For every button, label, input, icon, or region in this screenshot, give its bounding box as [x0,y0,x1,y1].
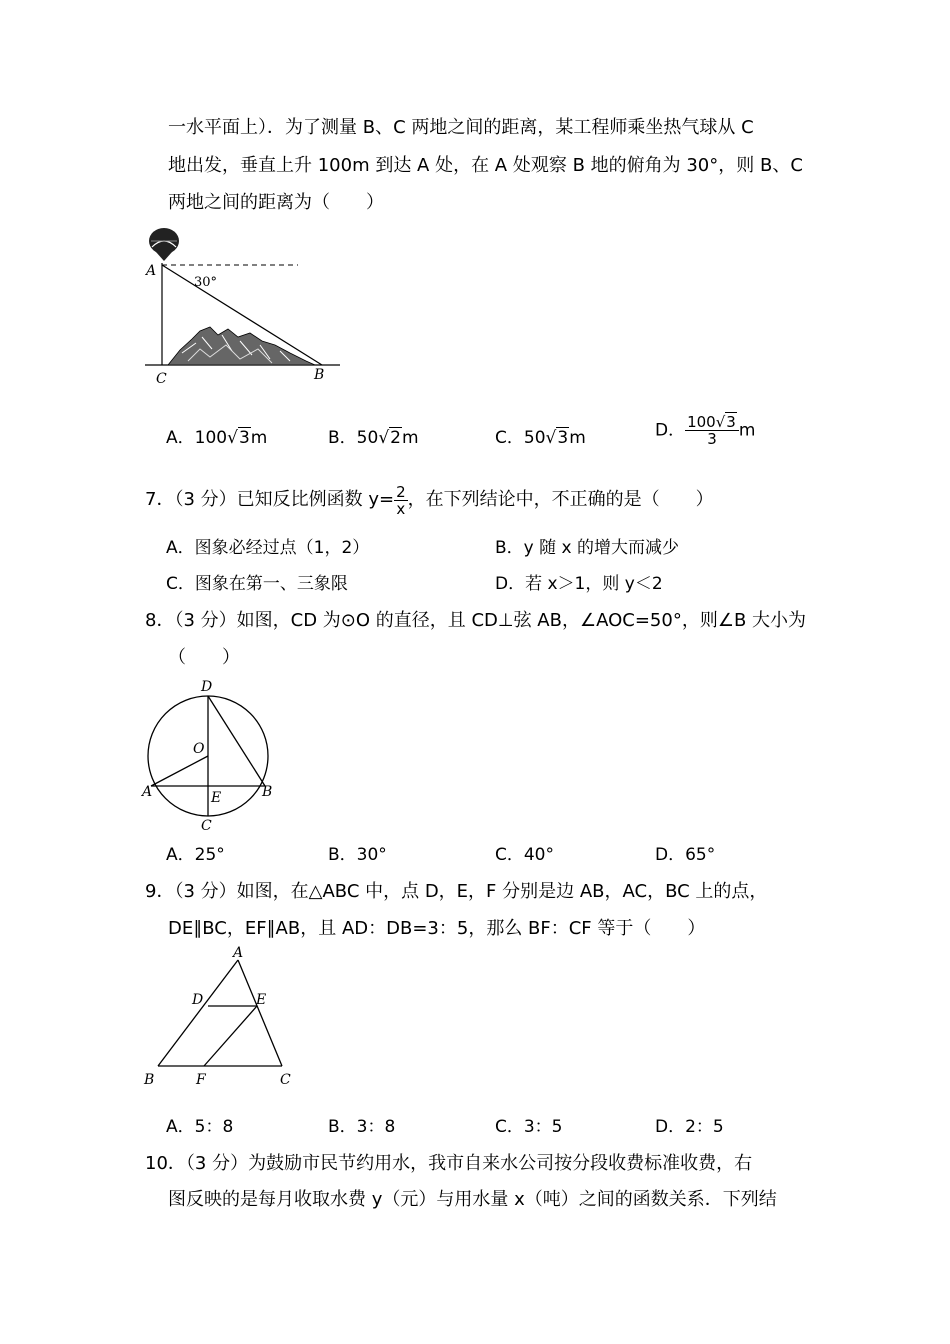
q7-fraction: $\frac{2}{x}$ [396,482,406,518]
label-f: F [196,1072,206,1088]
side-ab [158,960,238,1066]
q9-text-line-2: DE∥BC，EF∥AB，且 AD：DB=3：5，那么 BF：CF 等于（ ） [168,918,706,939]
label-d: D [192,992,204,1008]
q9-option-b[interactable]: B．3：8 [328,1117,396,1137]
label-e: E [256,992,267,1008]
q6-option-c[interactable]: C．50√3m [495,428,586,448]
q9-option-c[interactable]: C．3：5 [495,1117,563,1137]
segment-ef [204,1006,257,1066]
q10-text-line-1: 10．（3 分）为鼓励市民节约用水，我市自来水公司按分段收费标准收费，右 [145,1153,753,1174]
q8-text-line-2: （ ） [168,647,240,668]
segment-ao [151,756,208,786]
q8-circle-figure [138,676,278,836]
q9-option-d[interactable]: D．2：5 [655,1117,724,1137]
q7-stem: 7．（3 分）已知反比例函数 y= $\frac{2}{x}$ ，在下列结论中，不正确的是（ ） [145,482,714,518]
label-a: A [233,946,244,961]
label-b: B [314,367,325,383]
mountain-icon [168,327,315,365]
q6-option-d[interactable]: D． $\frac{100√3}{3}$ m [655,413,756,448]
fraction: $\frac{100√3}{3}$ [685,414,739,447]
q8-option-c[interactable]: C．40° [495,845,555,865]
q9-triangle-figure [140,946,300,1092]
q8-text-line-1: 8．（3 分）如图，CD 为⊙O 的直径，且 CD⊥弦 AB，∠AOC=50°，则∠B 大小为 [145,610,807,631]
q7-option-d[interactable]: D．若 x＞1，则 y＜2 [495,574,663,594]
q6-option-b[interactable]: B．50√2m [328,428,419,448]
label-c: C [201,818,212,834]
side-ac [238,960,282,1066]
q9-text-line-1: 9．（3 分）如图，在△ABC 中，点 D，E，F 分别是边 AB，AC，BC 上的点， [145,881,768,902]
label-b: B [262,784,273,800]
label-c: C [156,371,167,387]
label-b: B [144,1072,155,1088]
label-a: A [142,784,153,800]
q8-option-b[interactable]: B．30° [328,845,387,865]
label-o: O [193,741,205,757]
label-a: A [146,263,157,279]
q7-option-a[interactable]: A．图象必经过点（1，2） [166,538,370,558]
q8-option-d[interactable]: D．65° [655,845,716,865]
q6-text-line-1: 一水平面上）．为了测量 B、C 两地之间的距离，某工程师乘坐热气球从 C [168,117,754,138]
q9-option-a[interactable]: A．5：8 [166,1117,234,1137]
label-d: D [201,679,213,695]
q6-text-line-2: 地出发，垂直上升 100m 到达 A 处，在 A 处观察 B 地的俯角为 30°，则 B、C [168,155,803,176]
q7-option-c[interactable]: C．图象在第一、三象限 [166,574,348,594]
q8-option-a[interactable]: A．25° [166,845,225,865]
q7-option-b[interactable]: B．y 随 x 的增大而减少 [495,538,679,558]
label-c: C [280,1072,291,1088]
q10-text-line-2: 图反映的是每月收取水费 y（元）与用水量 x（吨）之间的函数关系．下列结 [168,1189,777,1210]
option-prefix: A． [166,428,195,448]
segment-db [208,696,265,786]
q6-text-line-3: 两地之间的距离为（ ） [168,192,384,213]
q6-balloon-figure [140,225,350,390]
angle-label: 30° [194,275,218,290]
label-e: E [211,790,222,806]
q6-option-a[interactable]: A．100√3m [166,428,268,448]
hot-air-balloon-icon [149,228,179,261]
